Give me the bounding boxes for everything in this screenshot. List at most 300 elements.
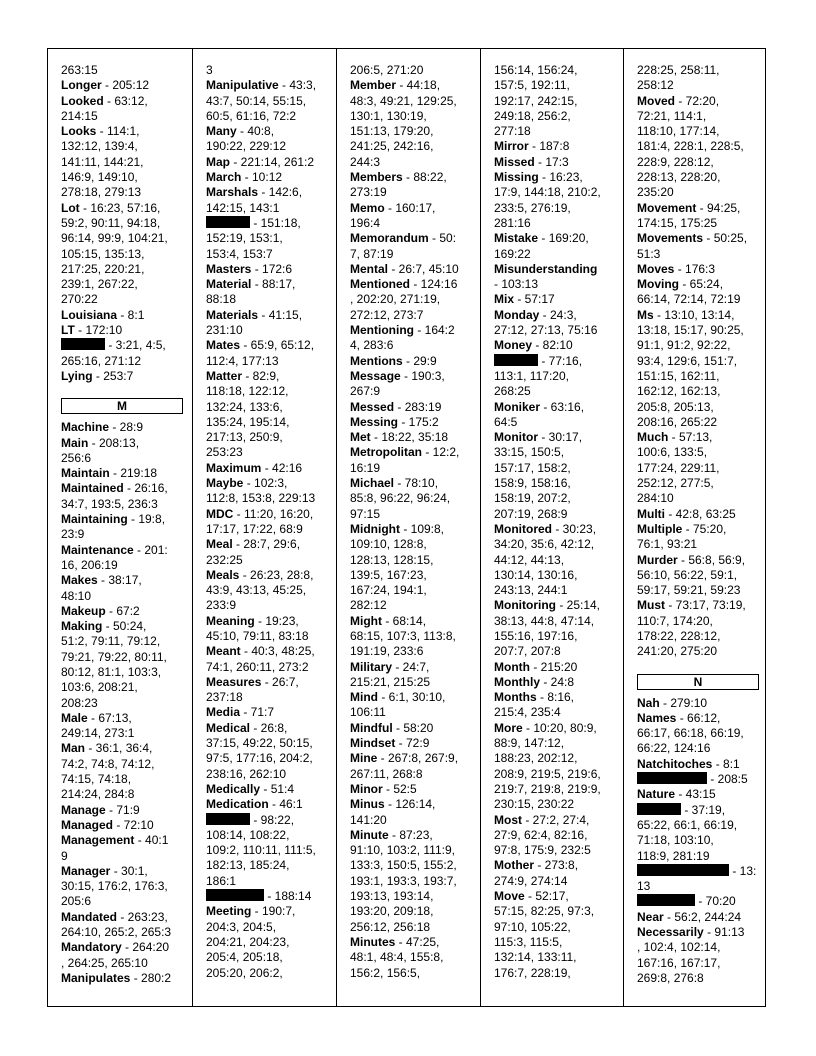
- index-entry: [61, 543, 184, 558]
- page-references: - 58:20: [392, 720, 434, 735]
- index-term: Monitor: [494, 430, 538, 445]
- page-references: - 18:22, 35:18: [370, 430, 449, 445]
- index-entry: [350, 277, 472, 292]
- continuation-line: 3: [206, 63, 213, 77]
- index-entry: [206, 338, 328, 353]
- continuation-line: 110:7, 174:20,: [637, 613, 713, 628]
- index-term: Medication: [206, 797, 269, 812]
- page-references: - 65:24,: [679, 277, 724, 292]
- page-references: - 267:8, 267:9,: [377, 751, 459, 766]
- page-references: - 205:12: [101, 78, 150, 93]
- index-term: Movement: [637, 200, 697, 215]
- page-references: - 283:19: [394, 399, 442, 414]
- index-term: Makes: [61, 573, 98, 588]
- index-entry: [61, 910, 184, 925]
- continuation-line: 156:2, 156:5,: [350, 965, 421, 980]
- index-term: Lot: [61, 200, 80, 215]
- continuation-line: 51:2, 79:11, 79:12,: [61, 634, 161, 649]
- continuation-line: 205:4, 205:18,: [206, 950, 283, 965]
- index-term: Moving: [637, 277, 679, 292]
- index-column-5: [623, 49, 767, 1006]
- page-references: - 67:2: [105, 603, 140, 618]
- index-column-3: [336, 49, 480, 1006]
- continuation-line: 208:9, 219:5, 219:6,: [494, 766, 601, 781]
- index-entry: [494, 889, 615, 904]
- index-term: Mirror: [494, 139, 529, 154]
- index-entry: [494, 522, 615, 537]
- index-entry: [206, 507, 328, 522]
- index-entry: [206, 277, 328, 292]
- index-term: Nature: [637, 787, 676, 802]
- index-term: Media: [206, 705, 241, 720]
- index-page-frame: [47, 48, 766, 1007]
- index-entry: [494, 231, 615, 246]
- page-references: - 280:2: [130, 970, 172, 985]
- index-entry: [350, 400, 472, 415]
- index-entry: [206, 155, 328, 170]
- page-references: - 175:2: [398, 414, 439, 429]
- continuation-line: 80:12, 81:1, 103:3,: [61, 664, 162, 679]
- continuation-line: 79:21, 79:22, 80:11,: [61, 649, 167, 664]
- continuation-line: 158:19, 207:2,: [494, 491, 571, 506]
- continuation-line: 241:25, 242:16,: [350, 139, 434, 154]
- continuation-line: - 103:13: [494, 277, 539, 292]
- page-references: - 17:3: [534, 154, 569, 169]
- index-entry: [637, 598, 759, 613]
- index-term: Memorandum: [350, 231, 429, 246]
- page-references: - 190:7,: [251, 904, 296, 919]
- index-term: Names: [637, 710, 677, 725]
- index-term: Message: [350, 368, 401, 383]
- page-references: - 279:10: [659, 695, 708, 710]
- page-references: - 30:23,: [552, 521, 597, 536]
- continuation-line: 215:21, 215:25: [350, 674, 431, 689]
- page-references: - 52:17,: [524, 889, 569, 904]
- index-term: Mix: [494, 292, 515, 307]
- page-references: - 109:8,: [399, 521, 445, 536]
- page-references: - 263:23,: [117, 909, 168, 924]
- continuation-line: 66:22, 124:16: [637, 741, 711, 756]
- index-term: Money: [494, 338, 533, 353]
- index-term: Maintain: [61, 466, 110, 481]
- page-references: - 70:20: [695, 894, 736, 909]
- continuation-line: 85:8, 96:22, 96:24,: [350, 491, 451, 506]
- index-term: Messed: [350, 399, 395, 414]
- index-term: Ms: [637, 307, 654, 322]
- index-term: Maintaining: [61, 512, 128, 527]
- index-term: Minute: [350, 827, 389, 842]
- continuation-line: , 102:4, 102:14,: [637, 940, 721, 955]
- continuation-line: 214:15: [61, 108, 98, 123]
- index-entry: [637, 553, 759, 568]
- continuation-line: 205:6: [61, 894, 92, 909]
- index-term: Much: [637, 430, 669, 445]
- index-term: Mandatory: [61, 940, 122, 955]
- continuation-line: 109:2, 110:11, 111:5,: [206, 843, 316, 858]
- page-references: - 26:7,: [261, 674, 299, 689]
- continuation-line: 204:3, 204:5,: [206, 919, 277, 934]
- index-entry: [61, 741, 184, 756]
- index-entry: [350, 828, 472, 843]
- page-references: - 73:17, 73:19,: [665, 598, 746, 613]
- continuation-line: 43:9, 43:13, 45:25,: [206, 583, 307, 598]
- continuation-line: 214:24, 284:8: [61, 787, 135, 802]
- page-references: - 169:20,: [538, 231, 589, 246]
- continuation-line: 158:9, 158:16,: [494, 476, 571, 491]
- page-references: - 57:13,: [668, 430, 713, 445]
- index-term: Multiple: [637, 521, 683, 536]
- continuation-line: 269:8, 276:8: [637, 970, 704, 985]
- page-references: - 63:16,: [540, 399, 585, 414]
- continuation-line: 186:1: [206, 873, 237, 888]
- continuation-line: 256:12, 256:18: [350, 919, 431, 934]
- index-entry: [61, 573, 184, 588]
- index-term: Measures: [206, 674, 262, 689]
- page-references: - 187:8: [528, 139, 570, 154]
- index-entry: [494, 170, 615, 185]
- index-term: Mind: [350, 690, 378, 705]
- continuation-line: 153:4, 153:7: [206, 246, 273, 261]
- page-references: - 219:18: [109, 466, 158, 481]
- index-term: Monitored: [494, 521, 552, 536]
- continuation-line: 100:6, 133:5,: [637, 445, 708, 460]
- page-references: - 77:16,: [538, 353, 583, 368]
- continuation-line: 65:22, 66:1, 66:19,: [637, 817, 738, 832]
- index-entry: [350, 323, 472, 338]
- page-references: - 10:20, 80:9,: [522, 720, 597, 735]
- continuation-line: 282:12: [350, 598, 387, 613]
- index-entry: [637, 231, 759, 246]
- index-entry: [61, 201, 184, 216]
- index-term: Mentions: [350, 353, 403, 368]
- page-references: - 56:2, 244:24: [663, 909, 742, 924]
- continuation-line: 4, 283:6: [350, 338, 394, 353]
- index-term: Material: [206, 277, 252, 292]
- continuation-line: 205:20, 206:2,: [206, 965, 283, 980]
- index-term: Man: [61, 741, 85, 756]
- page-references: - 78:10,: [394, 476, 439, 491]
- continuation-line: 106:11: [350, 705, 386, 720]
- continuation-line: 176:7, 228:19,: [494, 965, 571, 980]
- continuation-line: 190:22, 229:12: [206, 139, 287, 154]
- continuation-line: 239:1, 267:22,: [61, 277, 138, 292]
- page-references: - 63:12,: [103, 93, 148, 108]
- index-term: Natchitoches: [637, 756, 713, 771]
- continuation-line: 34:7, 193:5, 236:3: [61, 496, 158, 511]
- index-entry: [494, 675, 615, 690]
- continuation-line: 155:16, 197:16,: [494, 628, 578, 643]
- index-term: Medical: [206, 720, 251, 735]
- index-term: Main: [61, 435, 89, 450]
- index-term: Manager: [61, 863, 111, 878]
- page-references: - 172:10: [74, 323, 123, 338]
- continuation-line: 64:5: [494, 414, 518, 429]
- index-term: Managed: [61, 817, 114, 832]
- page-references: - 82:10: [532, 338, 573, 353]
- continuation-line: 193:13, 193:14,: [350, 889, 434, 904]
- page-references: - 10:12: [241, 170, 283, 185]
- continuation-line: 96:14, 99:9, 104:21,: [61, 231, 168, 246]
- index-term: Mindful: [350, 720, 393, 735]
- index-term: Looked: [61, 93, 104, 108]
- index-entry: [206, 797, 328, 812]
- page-references: - 72:10: [113, 817, 154, 832]
- page-references: - 16:23,: [538, 170, 583, 185]
- page-references: - 51:4: [260, 781, 295, 796]
- continuation-line: 238:16, 262:10: [206, 766, 287, 781]
- continuation-line: 178:22, 228:12,: [637, 628, 721, 643]
- index-entry: [637, 308, 759, 323]
- continuation-line: 74:2, 74:8, 74:12,: [61, 756, 155, 771]
- index-term: Month: [494, 659, 530, 674]
- page-references: - 264:20: [121, 940, 170, 955]
- continuation-line: 192:17, 242:15,: [494, 93, 578, 108]
- index-entry: [637, 262, 759, 277]
- continuation-line: 30:15, 176:2, 176:3,: [61, 879, 168, 894]
- continuation-line: 51:3: [637, 246, 661, 261]
- continuation-line: 135:24, 195:14,: [206, 414, 290, 429]
- redacted-entry: [637, 803, 759, 818]
- index-entry: [350, 522, 472, 537]
- continuation-line: 243:13, 244:1: [494, 583, 568, 598]
- index-entry: [61, 308, 184, 323]
- continuation-line: 169:22: [494, 246, 531, 261]
- continuation-line: 193:1, 193:3, 193:7,: [350, 873, 457, 888]
- continuation-line: 16, 206:19: [61, 557, 118, 572]
- page-references: - 46:1: [268, 797, 303, 812]
- continuation-line: 151:13, 179:20,: [350, 124, 434, 139]
- redaction-bar: [637, 864, 729, 876]
- index-entry: [206, 782, 328, 797]
- index-entry: [206, 614, 328, 629]
- page-references: - 253:7: [92, 368, 134, 383]
- index-entry: [494, 338, 615, 353]
- continuation-line: 208:16, 265:22: [637, 414, 718, 429]
- page-references: - 40:3, 48:25,: [240, 644, 315, 659]
- index-entry: [637, 430, 759, 445]
- index-entry: [637, 277, 759, 292]
- index-term: Looks: [61, 124, 97, 139]
- index-column-2: [192, 49, 336, 1006]
- continuation-line: 16:19: [350, 460, 381, 475]
- continuation-line: 253:23: [206, 445, 243, 460]
- continuation-line: 48:1, 48:4, 155:8,: [350, 950, 444, 965]
- index-entry: [350, 935, 472, 950]
- continuation-line: 48:10: [61, 588, 92, 603]
- index-term: Mentioning: [350, 323, 414, 338]
- page-references: - 43:3,: [278, 78, 317, 93]
- page-references: - 176:3: [674, 261, 716, 276]
- index-entry: [61, 940, 184, 955]
- page-references: - 8:1: [712, 756, 740, 771]
- index-entry: [350, 170, 472, 185]
- continuation-line: 130:1, 130:19,: [350, 108, 427, 123]
- continuation-line: 228:13, 228:20,: [637, 170, 721, 185]
- index-entry: [61, 481, 184, 496]
- index-term: Many: [206, 124, 237, 139]
- continuation-line: 207:19, 268:9: [494, 506, 568, 521]
- index-entry: [206, 170, 328, 185]
- continuation-line: 76:1, 93:21: [637, 537, 698, 552]
- continuation-line: 267:9: [350, 384, 381, 399]
- continuation-line: 17:17, 17:22, 68:9: [206, 521, 303, 536]
- page-references: - 114:1,: [96, 124, 140, 139]
- page-references: - 41:15,: [258, 307, 303, 322]
- index-term: Meaning: [206, 613, 255, 628]
- page-references: - 142:6,: [258, 185, 303, 200]
- redacted-entry: [206, 813, 328, 828]
- page-references: - 8:1: [117, 307, 145, 322]
- index-entry: [206, 904, 328, 919]
- index-entry: [206, 124, 328, 139]
- index-term: Mates: [206, 338, 241, 353]
- page-references: - 30:17,: [538, 430, 583, 445]
- index-term: Management: [61, 833, 135, 848]
- page-references: - 151:18,: [250, 215, 301, 230]
- page-references: - 42:8, 63:25: [665, 506, 736, 521]
- index-entry: [350, 415, 472, 430]
- index-entry: [61, 619, 184, 634]
- index-entry: [61, 369, 184, 384]
- section-letter-heading: M: [61, 398, 183, 414]
- continuation-line: 132:14, 133:11,: [494, 950, 577, 965]
- index-term: Manage: [61, 802, 106, 817]
- redaction-bar: [61, 338, 105, 350]
- index-term: Met: [350, 430, 371, 445]
- page-references: - 208:5: [707, 772, 748, 787]
- continuation-line: 268:25: [494, 384, 531, 399]
- continuation-line: 273:19: [350, 185, 387, 200]
- index-term: LT: [61, 323, 75, 338]
- continuation-line: , 264:25, 265:10: [61, 955, 148, 970]
- index-term: Monitoring: [494, 598, 556, 613]
- continuation-line: 91:10, 103:2, 111:9,: [350, 843, 455, 858]
- index-entry: [494, 262, 615, 277]
- index-term: Maximum: [206, 460, 262, 475]
- index-term: Mistake: [494, 231, 539, 246]
- index-term: Manipulates: [61, 970, 131, 985]
- continuation-line: 167:16, 167:17,: [637, 955, 721, 970]
- index-entry: [350, 476, 472, 491]
- continuation-line: 264:10, 265:2, 265:3: [61, 925, 172, 940]
- index-term: Mandated: [61, 909, 118, 924]
- page-references: - 30:1,: [110, 863, 148, 878]
- page-references: - 221:14, 261:2: [230, 154, 315, 169]
- redaction-bar: [206, 813, 250, 825]
- index-entry: [494, 721, 615, 736]
- index-entry: [350, 797, 472, 812]
- continuation-line: 142:15, 143:1: [206, 200, 280, 215]
- continuation-line: 206:5, 271:20: [350, 63, 424, 77]
- index-term: March: [206, 170, 242, 185]
- index-entry: [350, 354, 472, 369]
- redacted-entry: [637, 864, 759, 879]
- continuation-line: 56:10, 56:22, 59:1,: [637, 567, 738, 582]
- page-references: - 273:8,: [534, 858, 579, 873]
- index-term: Mentioned: [350, 277, 410, 292]
- index-term: Murder: [637, 552, 678, 567]
- continuation-line: 217:25, 220:21,: [61, 261, 145, 276]
- index-entry: [494, 660, 615, 675]
- continuation-line: 108:14, 108:22,: [206, 827, 290, 842]
- continuation-line: 97:5, 177:16, 204:2,: [206, 751, 313, 766]
- continuation-line: 233:9: [206, 598, 237, 613]
- index-term: Manipulative: [206, 78, 279, 93]
- index-term: Mindset: [350, 736, 396, 751]
- index-term: Movements: [637, 231, 704, 246]
- index-entry: [350, 231, 472, 246]
- continuation-line: 13: [637, 879, 651, 894]
- index-entry: [61, 436, 184, 451]
- index-entry: [350, 690, 472, 705]
- index-term: Monday: [494, 307, 540, 322]
- index-entry: [206, 78, 328, 93]
- page-references: - 40:1: [134, 833, 169, 848]
- page-references: - 38:17,: [97, 573, 142, 588]
- continuation-line: 97:10, 105:22,: [494, 919, 571, 934]
- continuation-line: 109:10, 128:8,: [350, 537, 427, 552]
- index-term: Makeup: [61, 603, 106, 618]
- index-entry: [637, 696, 759, 711]
- continuation-line: 105:15, 135:13,: [61, 246, 145, 261]
- index-term: Louisiana: [61, 307, 118, 322]
- index-entry: [494, 292, 615, 307]
- continuation-line: 272:12, 273:7: [350, 307, 424, 322]
- index-term: Misunderstanding: [494, 261, 598, 276]
- page-references: - 6:1, 30:10,: [378, 690, 446, 705]
- index-entry: [61, 833, 184, 848]
- page-references: - 57:17: [514, 292, 555, 307]
- continuation-line: 7, 87:19: [350, 246, 394, 261]
- redaction-bar: [637, 894, 695, 906]
- index-term: Moved: [637, 93, 676, 108]
- continuation-line: 152:19, 153:1,: [206, 231, 283, 246]
- page-references: - 26:7, 45:10: [388, 261, 459, 276]
- continuation-line: 174:15, 175:25: [637, 215, 718, 230]
- index-entry: [494, 430, 615, 445]
- index-entry: [206, 568, 328, 583]
- index-term: Longer: [61, 78, 102, 93]
- redaction-bar: [637, 803, 681, 815]
- redaction-bar: [206, 889, 264, 901]
- continuation-line: 91:1, 91:2, 92:22,: [637, 338, 731, 353]
- index-term: Might: [350, 613, 382, 628]
- continuation-line: 132:12, 139:4,: [61, 139, 138, 154]
- continuation-line: 177:24, 229:11,: [637, 460, 720, 475]
- page-references: - 24:7,: [392, 659, 430, 674]
- page-references: - 11:20, 16:20,: [233, 506, 314, 521]
- page-references: - 67:13,: [87, 710, 132, 725]
- page-references: - 40:8,: [236, 124, 275, 139]
- page-references: - 172:6: [251, 261, 293, 276]
- continuation-line: 132:24, 133:6,: [206, 399, 283, 414]
- page-references: - 24:8: [540, 674, 575, 689]
- page-references: - 65:9, 65:12,: [240, 338, 315, 353]
- page-references: - 88:22,: [402, 170, 447, 185]
- index-entry: [494, 598, 615, 613]
- continuation-line: 74:15, 74:18,: [61, 772, 132, 787]
- index-entry: [61, 971, 184, 986]
- index-term: Machine: [61, 420, 110, 435]
- index-entry: [350, 782, 472, 797]
- continuation-line: 167:24, 194:1,: [350, 583, 427, 598]
- continuation-line: 13:18, 15:17, 90:25,: [637, 323, 744, 338]
- continuation-line: 118:9, 281:19: [637, 848, 710, 863]
- page-references: - 160:17,: [384, 200, 436, 215]
- page-references: - 68:14,: [382, 613, 427, 628]
- continuation-line: 188:23, 202:12,: [494, 751, 578, 766]
- index-term: Members: [350, 170, 403, 185]
